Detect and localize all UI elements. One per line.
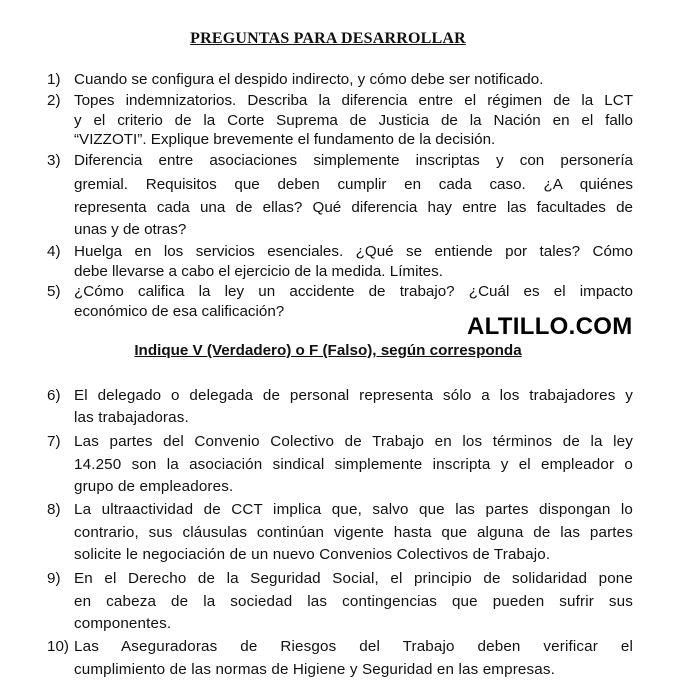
item-number: 3) <box>47 152 61 169</box>
item-line: gremial. Requisitos que deben cumplir en cada caso. ¿A quiénes <box>74 175 633 193</box>
item-line: las trabajadoras. <box>74 408 189 426</box>
item-line: El delegado o delegada de personal representa sólo a los trabajadores y <box>74 387 633 404</box>
watermark-logo: ALTILLO.COM <box>467 313 633 340</box>
item-line: Las Aseguradoras de Riesgos del Trabajo deben verificar el <box>74 638 633 655</box>
item-line: contrario, sus cláusulas continúan vigente hasta que alguna de las partes <box>74 523 633 541</box>
item-number: 2) <box>47 92 61 109</box>
item-line: La ultraactividad de CCT implica que, salvo que las partes dispongan lo <box>74 501 633 518</box>
page-title: PREGUNTAS PARA DESARROLLAR <box>190 30 466 47</box>
item-line: Topes indemnizatorios. Describa la diferencia entre el régimen de la LCT <box>74 92 633 109</box>
item-line: Diferencia entre asociaciones simplemente inscriptas y con personería <box>74 152 633 169</box>
item-line: “VIZZOTI”. Explique brevemente el fundamento de la decisión. <box>74 131 496 149</box>
item-line: Huelga en los servicios esenciales. ¿Qué se entiende por tales? Cómo <box>74 243 633 260</box>
item-number: 9) <box>47 570 61 587</box>
item-number: 5) <box>47 283 61 300</box>
item-line: Las partes del Convenio Colectivo de Trabajo en los términos de la ley <box>74 433 633 450</box>
item-number: 6) <box>47 387 61 404</box>
item-line: En el Derecho de la Seguridad Social, el principio de solidaridad pone <box>74 570 633 587</box>
item-line: unas y de otras? <box>74 220 187 238</box>
item-number: 7) <box>47 433 61 450</box>
item-line: en cabeza de la sociedad las contingencias que pueden sufrir sus <box>74 592 633 610</box>
item-line: económico de esa calificación? <box>74 302 285 320</box>
item-line: representa cada una de ellas? Qué diferencia hay entre las facultades de <box>74 199 633 217</box>
item-line: 14.250 son la asociación sindical simplemente inscripta y el empleador o <box>74 455 633 473</box>
item-line: y el criterio de la Corte Suprema de Justicia de la Nación en el fallo <box>74 111 633 129</box>
item-line: componentes. <box>74 615 172 633</box>
item-line: ¿Cómo califica la ley un accidente de trabajo? ¿Cuál es el impacto <box>74 283 633 300</box>
item-line: solicite le negociación de un nuevo Convenios Colectivos de Trabajo. <box>74 546 551 564</box>
item-number: 4) <box>47 243 61 260</box>
item-line: debe llevarse a cabo el ejercicio de la medida. Límites. <box>74 262 443 280</box>
section-subtitle: Indique V (Verdadero) o F (Falso), según corresponda <box>134 342 522 359</box>
item-line: grupo de empleadores. <box>74 478 234 496</box>
item-number: 10) <box>47 638 69 655</box>
item-number: 1) <box>47 71 61 88</box>
item-number: 8) <box>47 501 61 518</box>
item-line: cumplimiento de las normas de Higiene y Seguridad en las empresas. <box>74 660 555 678</box>
item-line: Cuando se configura el despido indirecto, y cómo debe ser notificado. <box>74 71 544 88</box>
